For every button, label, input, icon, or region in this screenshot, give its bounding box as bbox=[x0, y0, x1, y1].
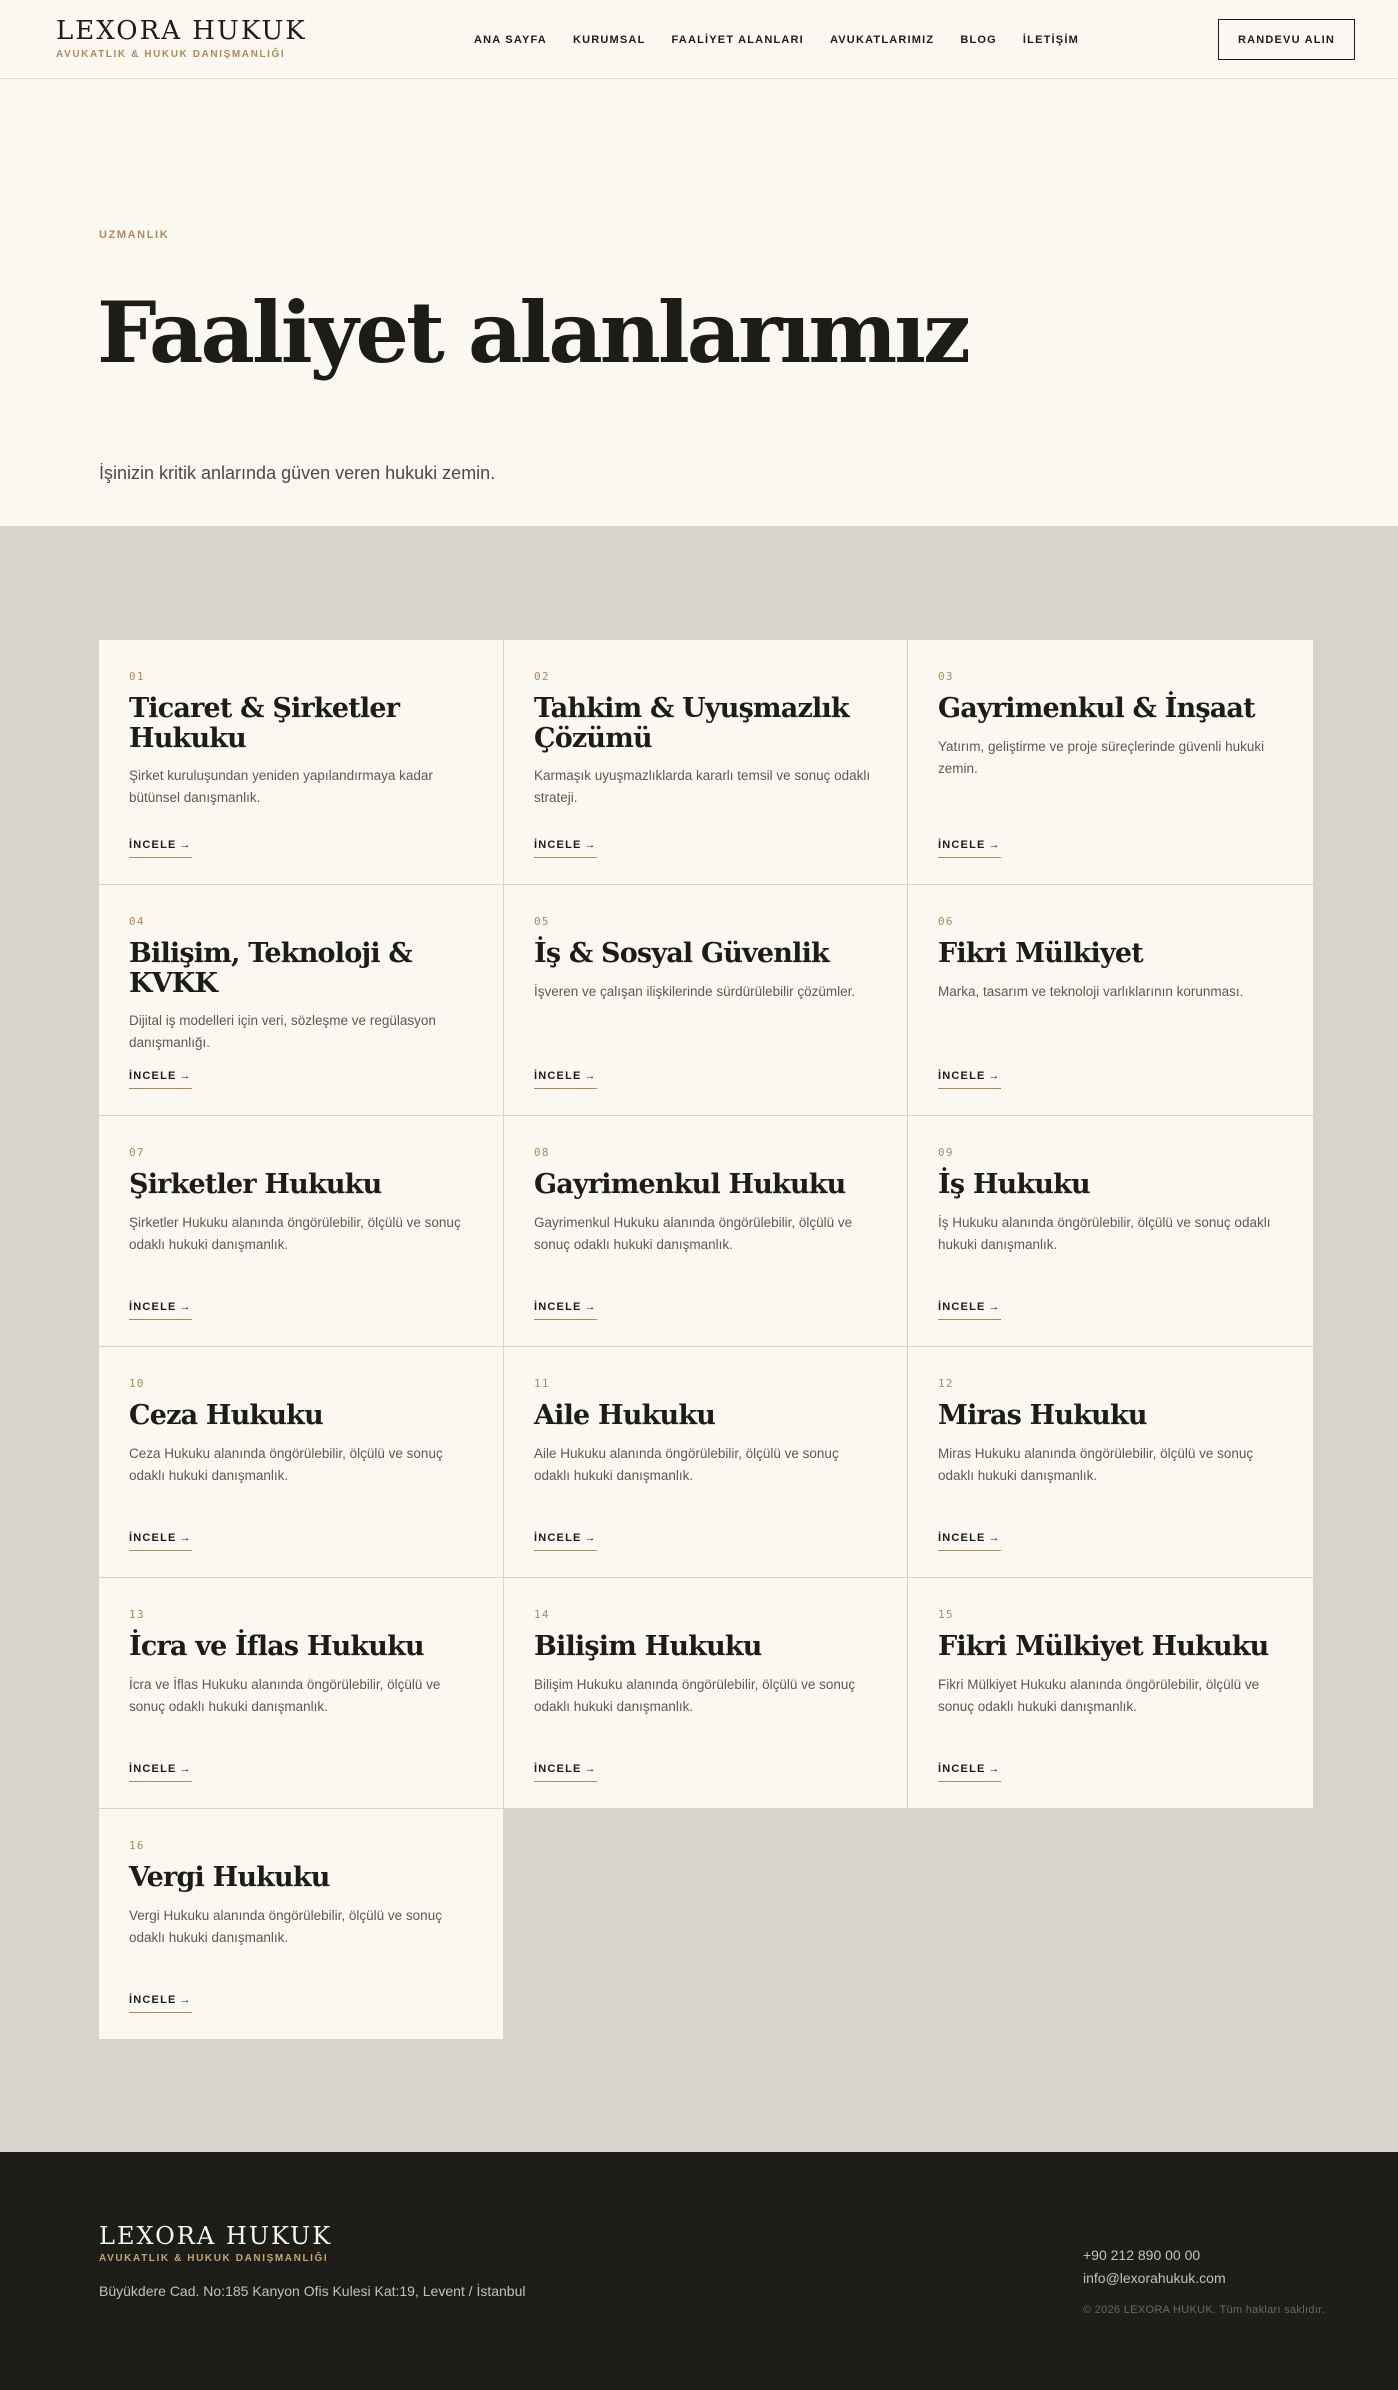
brand-name: LEXORA HUKUK bbox=[56, 16, 307, 46]
footer-brand-tagline: AVUKATLIK & HUKUK DANIŞMANLIĞI bbox=[99, 2253, 329, 2264]
practice-area-card[interactable] bbox=[504, 1116, 908, 1347]
card-description: İş Hukuku alanında öngörülebilir, ölçülü ve sonuç odaklı hukuki danışmanlık. bbox=[938, 1214, 1271, 1252]
card-title: Miras Hukuku bbox=[938, 1400, 1147, 1431]
card-description: Miras Hukuku alanında öngörülebilir, ölçülü ve sonuç odaklı hukuki danışmanlık. bbox=[938, 1445, 1254, 1483]
card-detail-link[interactable] bbox=[938, 1763, 1001, 1782]
card-number: 03 bbox=[938, 670, 954, 683]
card-link-label: İNCELE bbox=[938, 1070, 986, 1082]
arrow-right-icon: → bbox=[179, 839, 192, 851]
card-detail-link[interactable] bbox=[534, 1532, 597, 1551]
site-header bbox=[0, 0, 1398, 79]
card-detail-link[interactable] bbox=[938, 1070, 1001, 1089]
main-nav bbox=[474, 0, 1079, 79]
site-footer bbox=[0, 2152, 1398, 2390]
card-title: Ceza Hukuku bbox=[129, 1400, 323, 1431]
card-number: 05 bbox=[534, 915, 550, 928]
practice-area-card[interactable] bbox=[908, 640, 1313, 885]
arrow-right-icon: → bbox=[179, 1070, 192, 1082]
card-title: İcra ve İflas Hukuku bbox=[129, 1631, 424, 1662]
practice-area-card[interactable] bbox=[99, 1116, 504, 1347]
card-detail-link[interactable] bbox=[129, 1763, 192, 1782]
practice-area-card[interactable] bbox=[908, 885, 1313, 1116]
card-detail-link[interactable] bbox=[129, 839, 192, 858]
practice-area-card[interactable] bbox=[908, 1347, 1313, 1578]
card-description: İşveren ve çalışan ilişkilerinde sürdürülebilir çözümler. bbox=[534, 983, 856, 999]
card-number: 08 bbox=[534, 1146, 550, 1159]
card-number: 07 bbox=[129, 1146, 145, 1159]
card-detail-link[interactable] bbox=[129, 1301, 192, 1320]
arrow-right-icon: → bbox=[584, 1070, 597, 1082]
arrow-right-icon: → bbox=[584, 1763, 597, 1775]
card-detail-link[interactable] bbox=[938, 839, 1001, 858]
card-link-label: İNCELE bbox=[534, 839, 582, 851]
card-title: Ticaret & Şirketler Hukuku bbox=[129, 693, 400, 754]
card-link-label: İNCELE bbox=[938, 839, 986, 851]
practice-area-card[interactable] bbox=[504, 640, 908, 885]
hero-eyebrow: UZMANLIK bbox=[99, 229, 170, 241]
card-title: Gayrimenkul & İnşaat bbox=[938, 693, 1255, 724]
footer-brand[interactable] bbox=[99, 2224, 332, 2264]
nav-item-contact[interactable]: İLETİŞİM bbox=[1022, 33, 1079, 46]
card-title: Bilişim, Teknoloji & KVKK bbox=[129, 938, 413, 999]
footer-copyright: © 2026 LEXORA HUKUK. Tüm hakları saklıdır. bbox=[1083, 2304, 1325, 2316]
card-title: İş & Sosyal Güvenlik bbox=[534, 938, 829, 969]
card-number: 09 bbox=[938, 1146, 954, 1159]
nav-item-blog[interactable]: BLOG bbox=[960, 33, 997, 46]
practice-area-card[interactable] bbox=[99, 640, 504, 885]
card-title: Bilişim Hukuku bbox=[534, 1631, 762, 1662]
card-link-label: İNCELE bbox=[129, 1763, 177, 1775]
card-title: Aile Hukuku bbox=[534, 1400, 716, 1431]
card-description: Yatırım, geliştirme ve proje süreçlerinde güvenli hukuki zemin. bbox=[938, 738, 1265, 776]
card-detail-link[interactable] bbox=[129, 1070, 192, 1089]
arrow-right-icon: → bbox=[988, 1763, 1001, 1775]
card-link-label: İNCELE bbox=[534, 1532, 582, 1544]
hero-subtitle: İşinizin kritik anlarında güven veren hukuki zemin. bbox=[99, 463, 496, 483]
footer-email[interactable]: info@lexorahukuk.com bbox=[1083, 2270, 1226, 2286]
practice-areas-grid bbox=[99, 640, 1313, 2040]
card-number: 13 bbox=[129, 1608, 145, 1621]
card-number: 11 bbox=[534, 1377, 550, 1390]
card-detail-link[interactable] bbox=[938, 1301, 1001, 1320]
card-link-label: İNCELE bbox=[129, 1070, 177, 1082]
card-detail-link[interactable] bbox=[129, 1994, 192, 2013]
arrow-right-icon: → bbox=[179, 1301, 192, 1313]
card-link-label: İNCELE bbox=[938, 1301, 986, 1313]
card-description: Bilişim Hukuku alanında öngörülebilir, ölçülü ve sonuç odaklı hukuki danışmanlık. bbox=[534, 1676, 856, 1714]
card-title: Tahkim & Uyuşmazlık Çözümü bbox=[534, 693, 849, 754]
card-number: 10 bbox=[129, 1377, 145, 1390]
appointment-button[interactable]: RANDEVU ALIN bbox=[1218, 19, 1355, 60]
practice-area-card[interactable] bbox=[908, 1578, 1313, 1809]
card-description: Şirketler Hukuku alanında öngörülebilir, ölçülü ve sonuç odaklı hukuki danışmanlık. bbox=[129, 1214, 461, 1252]
practice-area-card[interactable] bbox=[908, 1116, 1313, 1347]
arrow-right-icon: → bbox=[988, 1532, 1001, 1544]
arrow-right-icon: → bbox=[179, 1994, 192, 2006]
arrow-right-icon: → bbox=[988, 1301, 1001, 1313]
card-number: 06 bbox=[938, 915, 954, 928]
practice-areas-section bbox=[0, 526, 1398, 2152]
card-title: Fikri Mülkiyet Hukuku bbox=[938, 1631, 1269, 1662]
arrow-right-icon: → bbox=[179, 1532, 192, 1544]
arrow-right-icon: → bbox=[584, 1532, 597, 1544]
brand-tagline: AVUKATLIK & HUKUK DANIŞMANLIĞI bbox=[56, 49, 286, 60]
card-link-label: İNCELE bbox=[938, 1763, 986, 1775]
card-detail-link[interactable] bbox=[534, 1763, 597, 1782]
card-number: 04 bbox=[129, 915, 145, 928]
card-description: Marka, tasarım ve teknoloji varlıklarının korunması. bbox=[938, 983, 1244, 999]
arrow-right-icon: → bbox=[179, 1763, 192, 1775]
card-description: Vergi Hukuku alanında öngörülebilir, ölçülü ve sonuç odaklı hukuki danışmanlık. bbox=[129, 1907, 442, 1945]
card-description: Gayrimenkul Hukuku alanında öngörülebilir, ölçülü ve sonuç odaklı hukuki danışmanlık. bbox=[534, 1214, 853, 1252]
card-link-label: İNCELE bbox=[938, 1532, 986, 1544]
card-detail-link[interactable] bbox=[938, 1532, 1001, 1551]
practice-area-card[interactable] bbox=[99, 1809, 504, 2040]
card-title: Şirketler Hukuku bbox=[129, 1169, 382, 1200]
card-description: Karmaşık uyuşmazlıklarda kararlı temsil ve sonuç odaklı strateji. bbox=[534, 768, 871, 806]
practice-area-card[interactable] bbox=[504, 885, 908, 1116]
card-number: 12 bbox=[938, 1377, 954, 1390]
card-link-label: İNCELE bbox=[129, 1994, 177, 2006]
card-number: 16 bbox=[129, 1839, 145, 1852]
card-description: İcra ve İflas Hukuku alanında öngörülebilir, ölçülü ve sonuç odaklı hukuki danışmanlık. bbox=[129, 1676, 441, 1714]
arrow-right-icon: → bbox=[584, 839, 597, 851]
card-title: Fikri Mülkiyet bbox=[938, 938, 1143, 969]
arrow-right-icon: → bbox=[584, 1301, 597, 1313]
nav-item-home[interactable]: ANA SAYFA bbox=[474, 33, 547, 46]
brand-logo[interactable] bbox=[56, 18, 307, 60]
card-link-label: İNCELE bbox=[534, 1070, 582, 1082]
hero-section bbox=[0, 79, 1398, 526]
nav-item-practice-areas[interactable]: FAALİYET ALANLARI bbox=[671, 33, 804, 46]
card-title: Vergi Hukuku bbox=[129, 1862, 330, 1893]
card-number: 15 bbox=[938, 1608, 954, 1621]
card-number: 02 bbox=[534, 670, 550, 683]
arrow-right-icon: → bbox=[988, 1070, 1001, 1082]
card-link-label: İNCELE bbox=[129, 1532, 177, 1544]
footer-brand-name: LEXORA HUKUK bbox=[99, 2222, 333, 2250]
footer-address: Büyükdere Cad. No:185 Kanyon Ofis Kulesi Kat:19, Levent / İstanbul bbox=[99, 2283, 526, 2299]
card-detail-link[interactable] bbox=[534, 1301, 597, 1320]
nav-item-corporate[interactable]: KURUMSAL bbox=[572, 33, 646, 46]
card-link-label: İNCELE bbox=[534, 1301, 582, 1313]
nav-item-lawyers[interactable]: AVUKATLARIMIZ bbox=[829, 33, 935, 46]
card-title: İş Hukuku bbox=[938, 1169, 1090, 1200]
page-title: Faaliyet alanlarımız bbox=[97, 283, 968, 382]
card-description: Aile Hukuku alanında öngörülebilir, ölçülü ve sonuç odaklı hukuki danışmanlık. bbox=[534, 1445, 839, 1483]
card-title: Gayrimenkul Hukuku bbox=[534, 1169, 846, 1200]
card-detail-link[interactable] bbox=[534, 839, 597, 858]
card-description: Ceza Hukuku alanında öngörülebilir, ölçülü ve sonuç odaklı hukuki danışmanlık. bbox=[129, 1445, 443, 1483]
card-link-label: İNCELE bbox=[129, 1301, 177, 1313]
arrow-right-icon: → bbox=[988, 839, 1001, 851]
card-detail-link[interactable] bbox=[129, 1532, 192, 1551]
practice-area-card[interactable] bbox=[99, 1347, 504, 1578]
practice-area-card[interactable] bbox=[504, 1578, 908, 1809]
footer-phone[interactable]: +90 212 890 00 00 bbox=[1083, 2247, 1201, 2263]
practice-area-card[interactable] bbox=[99, 1578, 504, 1809]
card-number: 14 bbox=[534, 1608, 550, 1621]
practice-area-card[interactable] bbox=[99, 885, 504, 1116]
card-description: Şirket kuruluşundan yeniden yapılandırmaya kadar bütünsel danışmanlık. bbox=[129, 768, 433, 806]
card-detail-link[interactable] bbox=[534, 1070, 597, 1089]
card-description: Dijital iş modelleri için veri, sözleşme ve regülasyon danışmanlığı. bbox=[129, 1013, 436, 1051]
footer-contact bbox=[1083, 2244, 1226, 2290]
card-description: Fikri Mülkiyet Hukuku alanında öngörülebilir, ölçülü ve sonuç odaklı hukuki danışmanlık. bbox=[938, 1676, 1260, 1714]
card-link-label: İNCELE bbox=[129, 839, 177, 851]
card-number: 01 bbox=[129, 670, 145, 683]
practice-area-card[interactable] bbox=[504, 1347, 908, 1578]
card-link-label: İNCELE bbox=[534, 1763, 582, 1775]
